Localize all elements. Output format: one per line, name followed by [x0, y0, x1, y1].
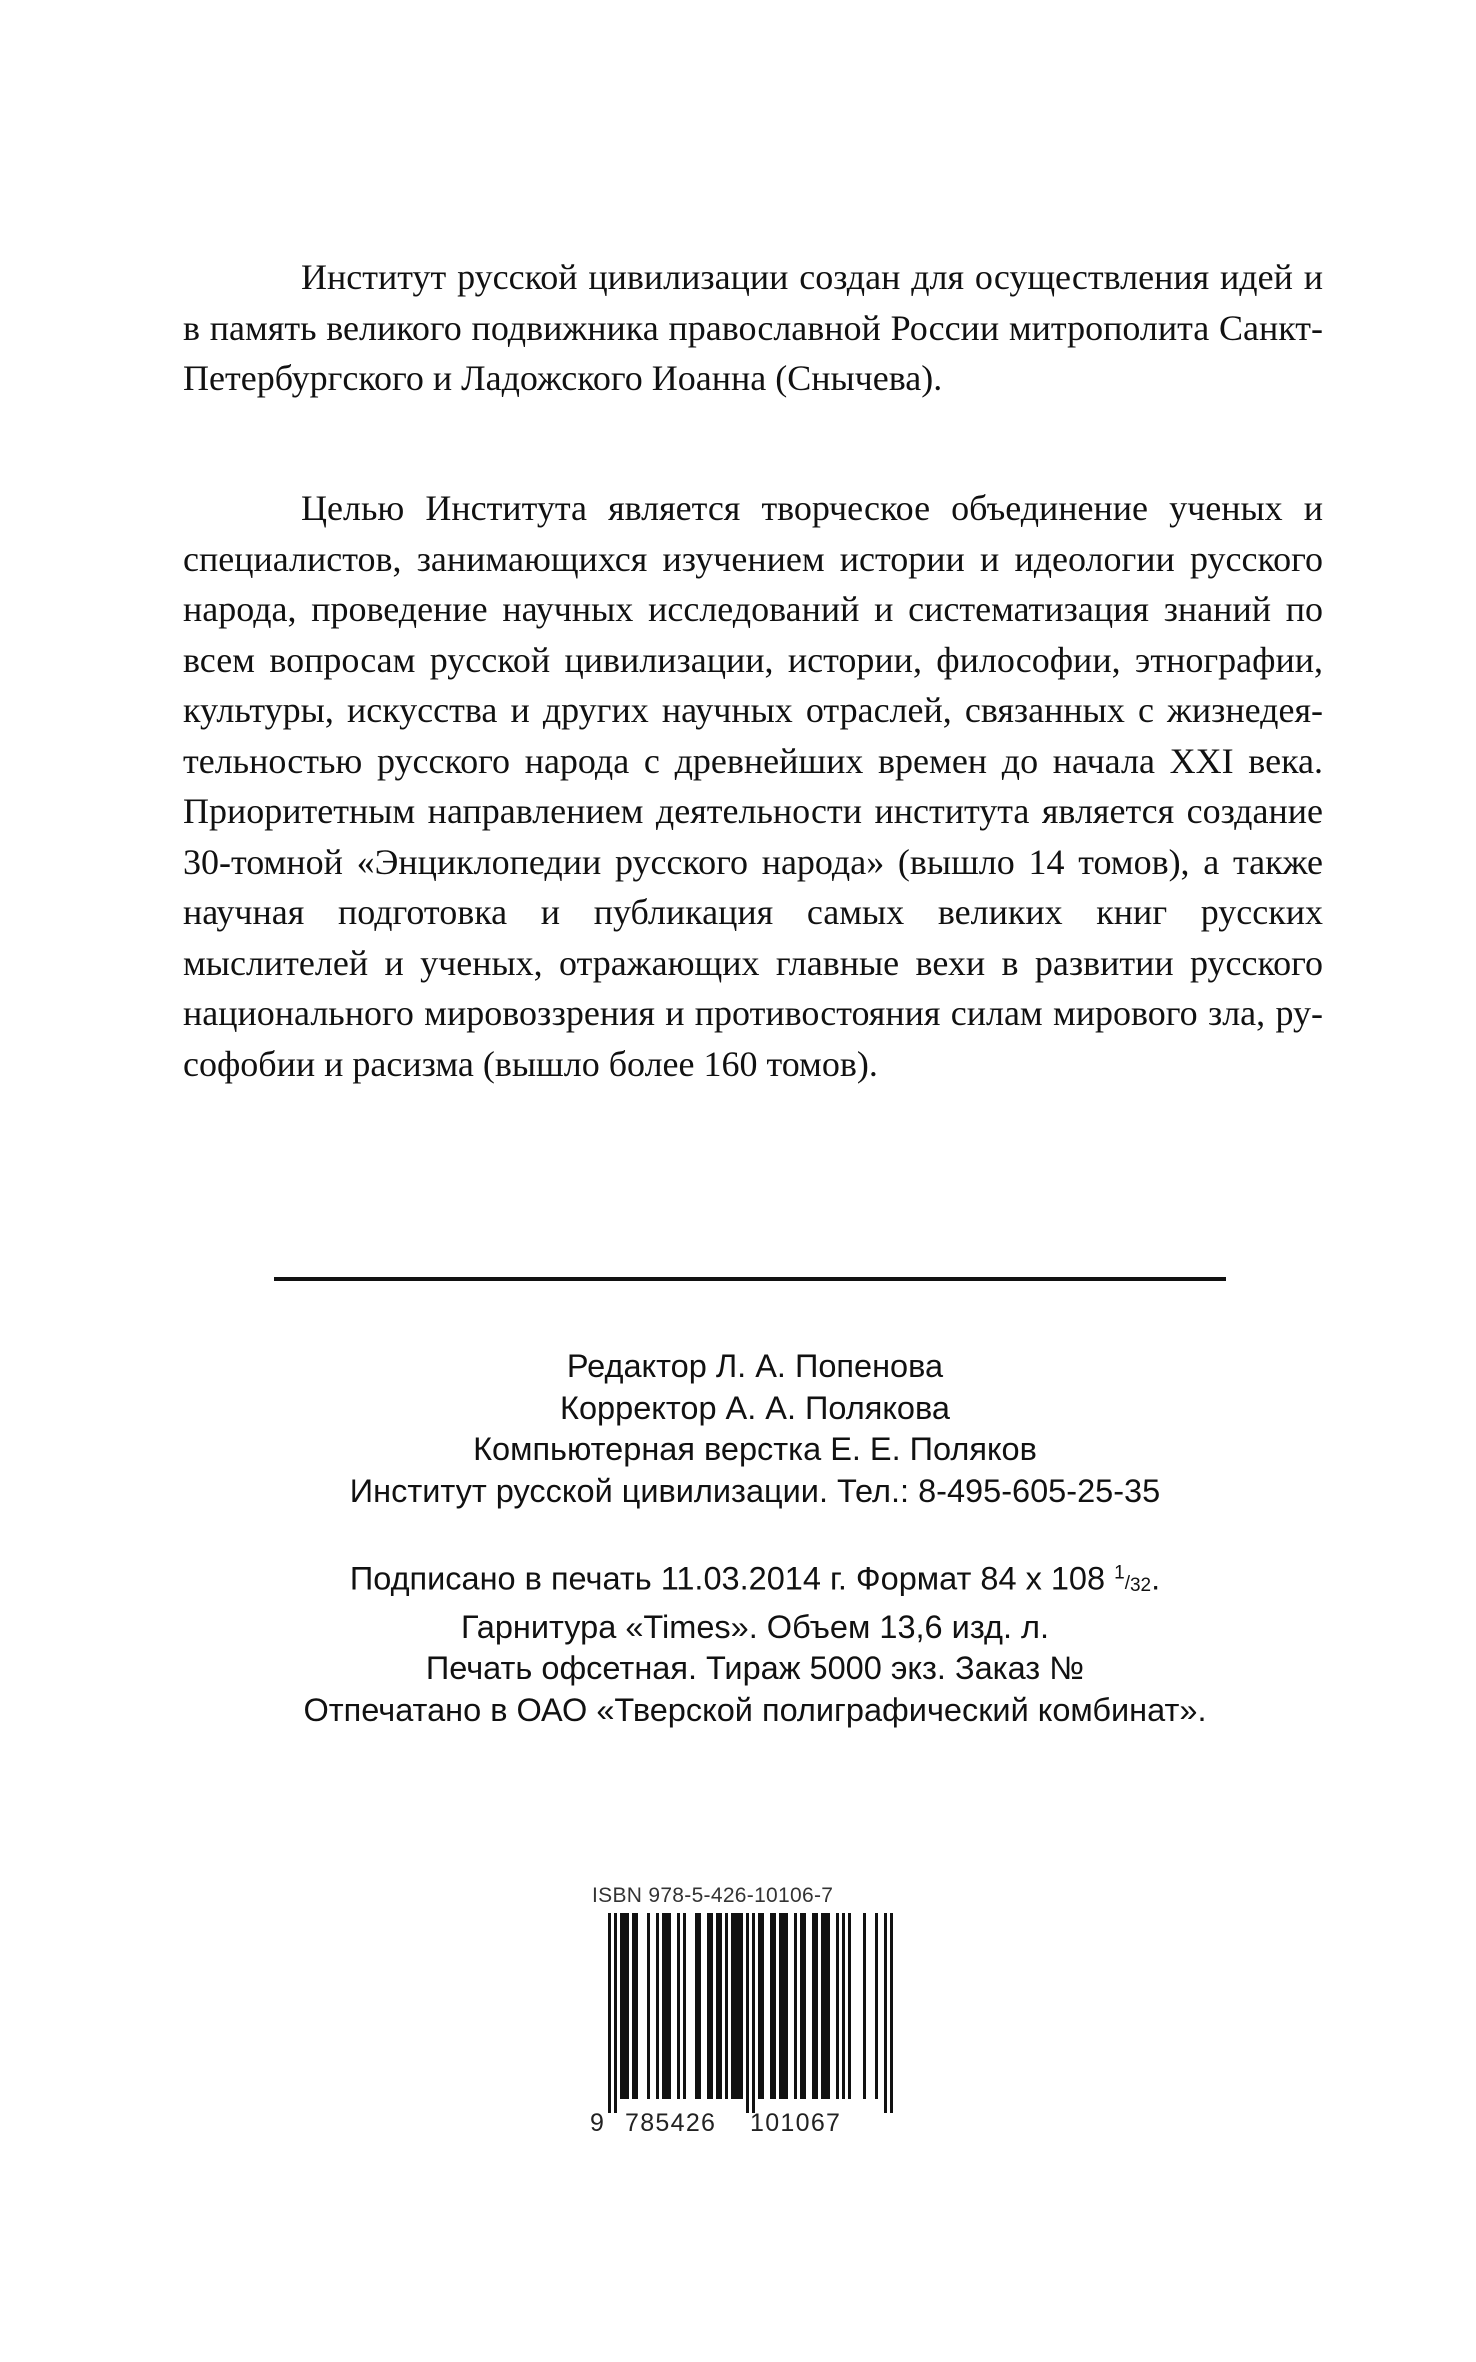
- ean13-barcode: [588, 1913, 896, 2113]
- format-fraction: $^1/_{32}$: [1114, 1563, 1152, 1597]
- print-info-block: [180, 1553, 1330, 1731]
- barcode-bar: [875, 1913, 878, 2099]
- about-paragraph-2: [183, 483, 1323, 1089]
- print-info-format: Подписано в печать 11.03.2014 г. Формат 84 x 108: [349, 1560, 1106, 1597]
- barcode-bar: [665, 1913, 668, 2099]
- barcode-guard-bar: [890, 1913, 893, 2113]
- credits-block: [180, 1346, 1330, 1512]
- barcode-bar: [635, 1913, 638, 2099]
- barcode-bar: [827, 1913, 830, 2099]
- barcode-guard-bar: [608, 1913, 611, 2113]
- print-info-line-1-end: .: [1151, 1560, 1161, 1597]
- barcode-bar: [716, 1913, 719, 2099]
- barcode-bar: [647, 1913, 650, 2099]
- barcode-bar: [623, 1913, 626, 2099]
- barcode-guard-bar: [884, 1913, 887, 2113]
- barcode-bar: [698, 1913, 701, 2099]
- barcode-bar: [863, 1913, 866, 2099]
- publisher-line: Институт русской цивилизации. Тел.: 8-495-605-25-35: [349, 1472, 1161, 1509]
- format-numerator: 1: [1114, 1563, 1125, 1584]
- barcode-bar: [782, 1913, 785, 2099]
- barcode-bar: [695, 1913, 698, 2099]
- barcode-bar: [821, 1913, 824, 2099]
- barcode-bar: [800, 1913, 803, 2099]
- barcode-guard-bar: [752, 1913, 755, 2113]
- section-divider: [274, 1277, 1226, 1281]
- barcode-bar: [707, 1913, 710, 2099]
- barcode-bar: [632, 1913, 635, 2099]
- isbn-barcode-block: [588, 1884, 896, 2158]
- barcode-bar: [815, 1913, 818, 2099]
- barcode-bar: [710, 1913, 713, 2099]
- ean-right-group: 101067: [750, 2109, 842, 2137]
- barcode-bar: [758, 1913, 761, 2099]
- barcode-bar: [734, 1913, 737, 2099]
- barcode-bar: [725, 1913, 728, 2099]
- barcode-bar: [662, 1913, 665, 2099]
- barcode-guard-bar: [746, 1913, 749, 2113]
- barcode-bar: [761, 1913, 764, 2099]
- print-info-line-4: Отпечатано в ОАО «Тверской полиграфический комбинат».: [303, 1691, 1207, 1728]
- barcode-bar: [719, 1913, 722, 2099]
- barcode-bar: [803, 1913, 806, 2099]
- ean-left-group: 785426: [625, 2109, 717, 2137]
- barcode-bar: [773, 1913, 776, 2099]
- barcode-bar: [779, 1913, 782, 2099]
- ean-first-digit: 9: [590, 2109, 604, 2137]
- barcode-bar: [770, 1913, 773, 2099]
- barcode-bar: [824, 1913, 827, 2099]
- editor-line: Редактор Л. А. Попенова: [566, 1348, 944, 1384]
- barcode-bar: [848, 1913, 851, 2099]
- about-paragraph-1: [183, 252, 1323, 404]
- barcode-bar: [656, 1913, 659, 2099]
- barcode-bar: [785, 1913, 788, 2099]
- barcode-bar: [620, 1913, 623, 2099]
- barcode-bar: [677, 1913, 680, 2099]
- barcode-bar: [812, 1913, 815, 2099]
- about-paragraph-2-text: Целью Института является творческое объединение ученых и специалистов, занимающихся изучением истории и идеологии русского народа, проведение научных исследований и систематизация знаний по всем вопросам русской цивилизации, истории, философии, этнографии, культуры, искусства и других научных отраслей, связанных с жизнедеятельностью русского народа с древнейших времен до начала XXI века. Приоритетным направлением деятельности института является создание 30-томной «Энциклопедии русского народа» (вышло 14 томов), а также научная подготовка и публикация самых великих книг русских мыслителей и ученых, отражающих главные вехи в развитии русского национального мировоззрения и противостояния силам мирового зла, русофобии и расизма (вышло более 160 томов).: [183, 488, 1323, 1084]
- about-paragraph-1-text: Институт русской цивилизации создан для осуществления идей и в память великого подвижника православной России митрополита Санкт-Петербургского и Ладожского Иоанна (Снычева).: [183, 257, 1323, 398]
- format-denominator: 32: [1129, 1575, 1152, 1597]
- barcode-bar: [731, 1913, 734, 2099]
- isbn-label: ISBN 978-5-426-10106-7: [592, 1884, 834, 1907]
- barcode-bar: [626, 1913, 629, 2099]
- proofreader-line: Корректор А. А. Полякова: [560, 1389, 950, 1426]
- print-info-line-2: Гарнитура «Times». Объем 13,6 изд. л.: [460, 1608, 1050, 1645]
- print-info-line-1: [180, 1553, 1330, 1607]
- barcode-bar: [794, 1913, 797, 2099]
- print-info-line-3: Печать офсетная. Тираж 5000 экз. Заказ №: [425, 1650, 1085, 1687]
- barcode-bar: [737, 1913, 740, 2099]
- barcode-bar: [842, 1913, 845, 2099]
- layout-line: Компьютерная верстка Е. Е. Поляков: [473, 1431, 1037, 1467]
- barcode-bar: [668, 1913, 671, 2099]
- barcode-bar: [836, 1913, 839, 2099]
- barcode-bar: [740, 1913, 743, 2099]
- barcode-guard-bar: [614, 1913, 617, 2113]
- barcode-bar: [683, 1913, 686, 2099]
